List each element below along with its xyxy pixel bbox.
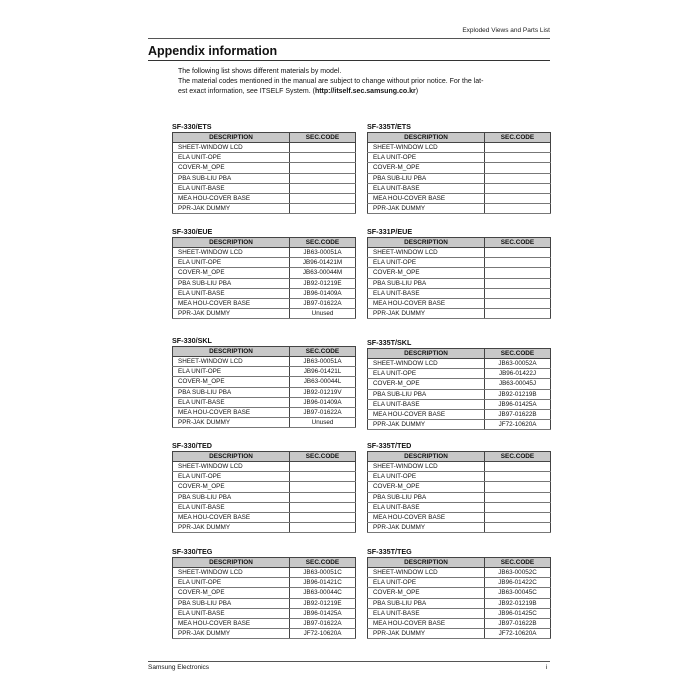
part-code: Unused: [290, 309, 356, 319]
model-label: SF-335T/ETS: [367, 122, 411, 131]
part-description: ELA UNIT-BASE: [368, 183, 485, 193]
part-description: ELA UNIT-OPE: [173, 578, 290, 588]
table-row: [173, 608, 356, 618]
part-code: [290, 153, 356, 163]
part-description: SHEET-WINDOW LCD: [368, 248, 485, 258]
table-row: [368, 173, 551, 183]
table-row: [173, 578, 356, 588]
part-description: COVER-M_OPE: [173, 588, 290, 598]
model-section: [367, 546, 550, 639]
part-description: PBA SUB-LIU PBA: [368, 278, 485, 288]
part-description: SHEET-WINDOW LCD: [368, 462, 485, 472]
table-header-row: [368, 349, 551, 359]
part-code: [485, 193, 551, 203]
part-description: PPR-JAK DUMMY: [173, 204, 290, 214]
intro-line-3-text: est exact information, see ITSELF System. (: [178, 88, 315, 95]
part-code: JB97-01622A: [290, 407, 356, 417]
part-code: [485, 298, 551, 308]
part-code: JB96-01425A: [485, 399, 551, 409]
part-code: JB96-01421C: [290, 578, 356, 588]
parts-table: [172, 557, 356, 639]
part-description: SHEET-WINDOW LCD: [368, 143, 485, 153]
part-code: [290, 143, 356, 153]
table-row: [368, 618, 551, 628]
part-description: ELA UNIT-BASE: [368, 399, 485, 409]
part-description: COVER-M_OPE: [368, 482, 485, 492]
part-code: [485, 204, 551, 214]
table-row: [368, 523, 551, 533]
table-row: [368, 183, 551, 193]
table-row: [173, 618, 356, 628]
page-title: Appendix information: [148, 44, 278, 58]
part-description: PBA SUB-LIU PBA: [368, 389, 485, 399]
part-code: JF72-10620A: [290, 629, 356, 639]
table-row: [368, 598, 551, 608]
table-row: [368, 153, 551, 163]
part-description: SHEET-WINDOW LCD: [368, 568, 485, 578]
part-description: PPR-JAK DUMMY: [368, 523, 485, 533]
part-code: [485, 183, 551, 193]
part-code: [485, 523, 551, 533]
table-row: [173, 418, 356, 428]
title-rule: [148, 60, 550, 61]
table-row: [368, 409, 551, 419]
part-code: JB63-00044C: [290, 588, 356, 598]
table-row: [173, 472, 356, 482]
part-code: JB92-01219E: [290, 278, 356, 288]
table-row: [173, 173, 356, 183]
part-description: PBA SUB-LIU PBA: [368, 492, 485, 502]
part-description: ELA UNIT-OPE: [368, 369, 485, 379]
part-code: JB97-01622B: [485, 618, 551, 628]
part-description: ELA UNIT-OPE: [368, 258, 485, 268]
column-header-code: SEC.CODE: [290, 238, 356, 248]
part-code: [290, 472, 356, 482]
part-code: [485, 472, 551, 482]
itself-url-link[interactable]: http://itself.sec.samsung.co.kr: [314, 88, 416, 95]
part-code: [485, 288, 551, 298]
part-code: JB97-01622A: [290, 618, 356, 628]
table-row: [173, 512, 356, 522]
column-header-code: SEC.CODE: [485, 133, 551, 143]
part-code: JB63-00044M: [290, 268, 356, 278]
table-row: [173, 568, 356, 578]
part-description: COVER-M_OPE: [368, 588, 485, 598]
part-description: PPR-JAK DUMMY: [173, 629, 290, 639]
table-row: [173, 143, 356, 153]
table-row: [173, 204, 356, 214]
part-description: ELA UNIT-OPE: [173, 472, 290, 482]
part-description: SHEET-WINDOW LCD: [368, 359, 485, 369]
parts-table: [367, 557, 551, 639]
table-row: [368, 298, 551, 308]
part-description: PPR-JAK DUMMY: [368, 309, 485, 319]
part-description: ELA UNIT-OPE: [368, 153, 485, 163]
part-code: [485, 143, 551, 153]
part-description: COVER-M_OPE: [173, 377, 290, 387]
part-description: PPR-JAK DUMMY: [368, 629, 485, 639]
part-code: [290, 502, 356, 512]
part-description: SHEET-WINDOW LCD: [173, 357, 290, 367]
table-row: [368, 309, 551, 319]
part-description: MEA HOU-COVER BASE: [173, 193, 290, 203]
table-row: [368, 588, 551, 598]
part-description: ELA UNIT-BASE: [173, 288, 290, 298]
part-description: PPR-JAK DUMMY: [173, 309, 290, 319]
table-row: [173, 407, 356, 417]
part-description: COVER-M_OPE: [368, 268, 485, 278]
table-row: [173, 377, 356, 387]
part-code: JB63-00052C: [485, 568, 551, 578]
table-row: [368, 204, 551, 214]
table-row: [368, 420, 551, 430]
table-row: [173, 462, 356, 472]
part-description: MEA HOU-COVER BASE: [173, 512, 290, 522]
column-header-description: DESCRIPTION: [173, 558, 290, 568]
table-row: [173, 309, 356, 319]
table-row: [173, 397, 356, 407]
part-description: PBA SUB-LIU PBA: [173, 387, 290, 397]
model-label: SF-330/TED: [172, 441, 212, 450]
part-code: [485, 163, 551, 173]
part-description: COVER-M_OPE: [173, 163, 290, 173]
column-header-description: DESCRIPTION: [368, 238, 485, 248]
table-row: [368, 399, 551, 409]
table-header-row: [173, 558, 356, 568]
part-code: JB97-01622A: [290, 298, 356, 308]
parts-table: [172, 237, 356, 319]
part-code: JB63-00045C: [485, 588, 551, 598]
table-row: [368, 379, 551, 389]
part-code: [290, 204, 356, 214]
part-code: JB63-00044L: [290, 377, 356, 387]
table-header-row: [368, 558, 551, 568]
table-row: [368, 472, 551, 482]
part-description: PPR-JAK DUMMY: [173, 523, 290, 533]
table-row: [173, 163, 356, 173]
table-row: [368, 568, 551, 578]
table-row: [368, 512, 551, 522]
table-row: [368, 462, 551, 472]
part-description: ELA UNIT-BASE: [368, 608, 485, 618]
part-description: ELA UNIT-BASE: [368, 502, 485, 512]
part-description: PPR-JAK DUMMY: [368, 420, 485, 430]
page-number: i: [546, 664, 548, 671]
part-code: JB92-01219B: [485, 598, 551, 608]
model-label: SF-330/SKL: [172, 336, 212, 345]
table-row: [173, 268, 356, 278]
table-row: [173, 492, 356, 502]
part-code: [485, 278, 551, 288]
table-row: [173, 523, 356, 533]
part-description: MEA HOU-COVER BASE: [368, 618, 485, 628]
part-description: COVER-M_OPE: [368, 379, 485, 389]
table-row: [173, 193, 356, 203]
table-row: [173, 298, 356, 308]
part-code: [485, 482, 551, 492]
column-header-code: SEC.CODE: [485, 558, 551, 568]
part-description: SHEET-WINDOW LCD: [173, 143, 290, 153]
part-description: PBA SUB-LIU PBA: [368, 173, 485, 183]
parts-table: [367, 451, 551, 533]
column-header-code: SEC.CODE: [290, 452, 356, 462]
part-code: JB92-01219V: [290, 387, 356, 397]
model-label: SF-335T/TEG: [367, 547, 412, 556]
part-code: [485, 268, 551, 278]
intro-line-2: The material codes mentioned in the manual are subject to change without prior notice. For the lat-: [178, 78, 484, 85]
model-section: [172, 226, 355, 319]
model-label: SF-335T/TED: [367, 441, 412, 450]
part-code: [485, 462, 551, 472]
part-description: ELA UNIT-OPE: [173, 153, 290, 163]
part-code: JB96-01422J: [485, 369, 551, 379]
part-code: JB63-00052A: [485, 359, 551, 369]
part-description: PBA SUB-LIU PBA: [173, 173, 290, 183]
part-code: JB63-00051C: [290, 568, 356, 578]
part-code: [485, 258, 551, 268]
table-row: [368, 608, 551, 618]
part-description: PBA SUB-LIU PBA: [173, 278, 290, 288]
table-row: [173, 598, 356, 608]
part-description: MEA HOU-COVER BASE: [368, 409, 485, 419]
table-row: [368, 258, 551, 268]
model-section: [367, 440, 550, 533]
column-header-code: SEC.CODE: [290, 558, 356, 568]
table-row: [173, 502, 356, 512]
part-code: JB63-00045J: [485, 379, 551, 389]
intro-paragraph: [178, 67, 550, 97]
table-header-row: [368, 133, 551, 143]
table-header-row: [173, 452, 356, 462]
part-description: ELA UNIT-OPE: [368, 578, 485, 588]
part-description: ELA UNIT-BASE: [173, 502, 290, 512]
column-header-description: DESCRIPTION: [368, 349, 485, 359]
part-code: JF72-10620A: [485, 629, 551, 639]
column-header-code: SEC.CODE: [485, 349, 551, 359]
part-code: JB63-00051A: [290, 248, 356, 258]
part-code: [290, 523, 356, 533]
part-description: PPR-JAK DUMMY: [368, 204, 485, 214]
part-code: [485, 502, 551, 512]
part-code: JB96-01409A: [290, 397, 356, 407]
table-row: [368, 389, 551, 399]
part-description: ELA UNIT-BASE: [173, 397, 290, 407]
parts-table: [172, 346, 356, 428]
column-header-code: SEC.CODE: [485, 238, 551, 248]
table-row: [173, 278, 356, 288]
table-row: [173, 153, 356, 163]
column-header-code: SEC.CODE: [290, 347, 356, 357]
part-description: SHEET-WINDOW LCD: [173, 462, 290, 472]
table-row: [173, 357, 356, 367]
part-description: PBA SUB-LIU PBA: [173, 598, 290, 608]
part-description: PBA SUB-LIU PBA: [173, 492, 290, 502]
table-row: [368, 502, 551, 512]
table-row: [173, 588, 356, 598]
column-header-description: DESCRIPTION: [368, 133, 485, 143]
column-header-description: DESCRIPTION: [173, 133, 290, 143]
table-row: [368, 248, 551, 258]
table-header-row: [368, 238, 551, 248]
table-row: [368, 163, 551, 173]
model-label: SF-330/ETS: [172, 122, 212, 131]
part-description: MEA HOU-COVER BASE: [173, 298, 290, 308]
parts-table: [367, 348, 551, 430]
parts-table: [367, 132, 551, 214]
part-code: JB96-01422C: [485, 578, 551, 588]
column-header-code: SEC.CODE: [290, 133, 356, 143]
table-header-row: [368, 452, 551, 462]
part-code: [290, 193, 356, 203]
part-code: [485, 512, 551, 522]
part-code: JB63-00051A: [290, 357, 356, 367]
table-row: [173, 629, 356, 639]
intro-line-3: [178, 87, 550, 97]
part-code: JB92-01219E: [290, 598, 356, 608]
part-code: [485, 153, 551, 163]
part-description: SHEET-WINDOW LCD: [173, 248, 290, 258]
table-row: [368, 193, 551, 203]
model-section: [172, 546, 355, 639]
column-header-description: DESCRIPTION: [173, 238, 290, 248]
part-description: ELA UNIT-BASE: [173, 608, 290, 618]
table-row: [173, 387, 356, 397]
table-row: [368, 492, 551, 502]
part-code: [485, 173, 551, 183]
part-code: JB97-01622B: [485, 409, 551, 419]
part-description: ELA UNIT-BASE: [368, 288, 485, 298]
table-header-row: [173, 133, 356, 143]
table-row: [368, 482, 551, 492]
part-code: [290, 163, 356, 173]
part-code: [290, 462, 356, 472]
part-code: [290, 492, 356, 502]
parts-table: [172, 451, 356, 533]
column-header-description: DESCRIPTION: [173, 347, 290, 357]
part-code: JB96-01425C: [485, 608, 551, 618]
part-code: [290, 173, 356, 183]
part-code: JB96-01421M: [290, 258, 356, 268]
part-description: MEA HOU-COVER BASE: [173, 618, 290, 628]
part-description: MEA HOU-COVER BASE: [173, 407, 290, 417]
part-description: ELA UNIT-OPE: [173, 258, 290, 268]
model-section: [172, 440, 355, 533]
footer-company: Samsung Electronics: [148, 664, 210, 671]
part-code: [485, 248, 551, 258]
table-row: [368, 278, 551, 288]
table-row: [173, 367, 356, 377]
table-row: [368, 143, 551, 153]
table-row: [173, 183, 356, 193]
part-description: COVER-M_OPE: [173, 268, 290, 278]
part-description: PBA SUB-LIU PBA: [368, 598, 485, 608]
part-code: [290, 482, 356, 492]
part-code: [485, 309, 551, 319]
part-code: JB96-01409A: [290, 288, 356, 298]
table-header-row: [173, 238, 356, 248]
column-header-description: DESCRIPTION: [173, 452, 290, 462]
model-section: [367, 337, 550, 430]
column-header-description: DESCRIPTION: [368, 558, 485, 568]
table-header-row: [173, 347, 356, 357]
table-row: [368, 288, 551, 298]
part-description: ELA UNIT-OPE: [173, 367, 290, 377]
part-code: JB92-01219B: [485, 389, 551, 399]
part-code: JF72-10620A: [485, 420, 551, 430]
table-row: [173, 248, 356, 258]
part-description: PPR-JAK DUMMY: [173, 418, 290, 428]
table-row: [173, 482, 356, 492]
part-description: COVER-M_OPE: [173, 482, 290, 492]
part-description: SHEET-WINDOW LCD: [173, 568, 290, 578]
model-label: SF-335T/SKL: [367, 338, 412, 347]
running-header: Exploded Views and Parts List: [462, 27, 550, 34]
part-code: [290, 512, 356, 522]
table-row: [368, 369, 551, 379]
part-code: [485, 492, 551, 502]
model-section: [172, 335, 355, 428]
part-code: Unused: [290, 418, 356, 428]
table-row: [173, 258, 356, 268]
column-header-description: DESCRIPTION: [368, 452, 485, 462]
part-description: COVER-M_OPE: [368, 163, 485, 173]
table-row: [368, 359, 551, 369]
table-row: [173, 288, 356, 298]
part-code: [290, 183, 356, 193]
part-code: JB96-01421L: [290, 367, 356, 377]
part-description: ELA UNIT-OPE: [368, 472, 485, 482]
model-label: SF-330/TEG: [172, 547, 213, 556]
model-label: SF-331P/EUE: [367, 227, 413, 236]
model-label: SF-330/EUE: [172, 227, 213, 236]
intro-line-1: The following list shows different materials by model.: [178, 68, 342, 75]
column-header-code: SEC.CODE: [485, 452, 551, 462]
part-description: MEA HOU-COVER BASE: [368, 193, 485, 203]
part-description: MEA HOU-COVER BASE: [368, 512, 485, 522]
parts-table: [367, 237, 551, 319]
intro-line-3-end: ): [415, 88, 419, 95]
header-rule: [148, 38, 550, 39]
parts-table: [172, 132, 356, 214]
table-row: [368, 629, 551, 639]
footer-rule: [148, 661, 550, 662]
model-section: [367, 121, 550, 214]
table-row: [368, 578, 551, 588]
table-row: [368, 268, 551, 278]
part-code: JB96-01425A: [290, 608, 356, 618]
model-section: [172, 121, 355, 214]
part-description: MEA HOU-COVER BASE: [368, 298, 485, 308]
model-section: [367, 226, 550, 319]
part-description: ELA UNIT-BASE: [173, 183, 290, 193]
